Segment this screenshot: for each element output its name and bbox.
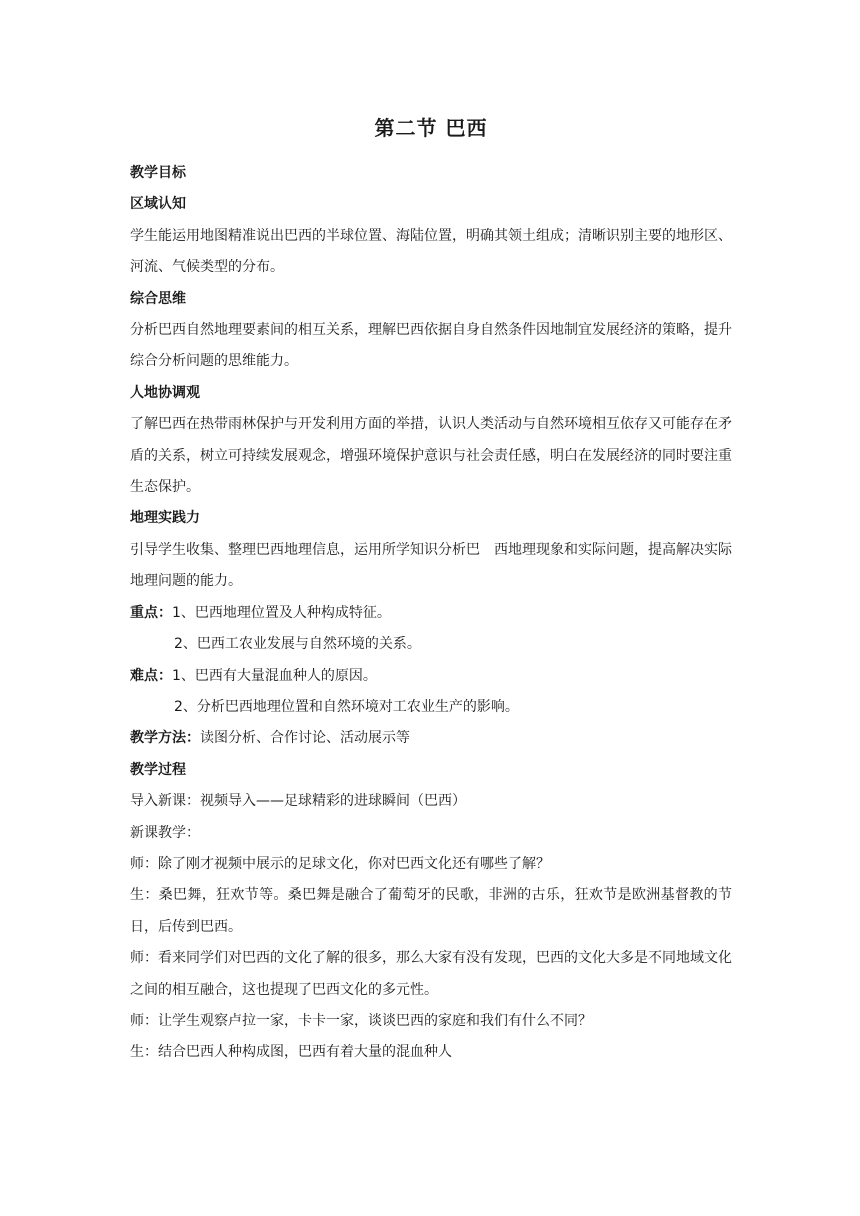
key-points-line: [130, 598, 732, 629]
process-line-3: 师：看来同学们对巴西的文化了解的很多，那么大家有没有发现，巴西的文化大多是不同地域文化之间的相互融合，这也提现了巴西文化的多元性。: [130, 950, 732, 998]
process-line-1: 师：除了刚才视频中展示的足球文化，你对巴西文化还有哪些了解？: [130, 855, 550, 872]
methods-line: [130, 723, 732, 754]
process-line-4: 师：让学生观察卢拉一家，卡卡一家，谈谈巴西的家庭和我们有什么不同？: [130, 1012, 592, 1029]
methods-label: 教学方法：: [130, 730, 200, 747]
page-title: 第二节 巴西: [374, 116, 488, 140]
key-points-label: 重点：: [130, 604, 172, 621]
methods-text: 读图分析、合作讨论、活动展示等: [200, 730, 410, 747]
harmony-heading: 人地协调观: [130, 384, 200, 401]
goals-heading: 教学目标: [130, 165, 186, 181]
key-points-item-1: 1、巴西地理位置及人种构成特征。: [172, 604, 391, 621]
practice-heading: 地理实践力: [130, 510, 200, 527]
difficult-points-item-2: 2、分析巴西地理位置和自然环境对工农业生产的影响。: [174, 698, 519, 715]
regional-heading: 区域认知: [130, 196, 186, 213]
practice-text: 引导学生收集、整理巴西地理信息，运用所学知识分析巴 西地理现象和实际问题，提高解决实际地理问题的能力。: [130, 541, 732, 590]
process-new-lesson: 新课教学：: [130, 824, 200, 841]
process-heading: 教学过程: [130, 761, 186, 778]
key-points-item-2: 2、巴西工农业发展与自然环境的关系。: [174, 636, 421, 653]
process-intro: 导入新课：视频导入——足球精彩的进球瞬间（巴西）: [130, 793, 466, 810]
comprehensive-heading: 综合思维: [130, 290, 186, 307]
difficult-points-label: 难点：: [130, 667, 172, 684]
comprehensive-text: 分析巴西自然地理要素间的相互关系，理解巴西依据自身自然条件因地制宜发展经济的策略，提升综合分析问题的思维能力。: [130, 322, 732, 370]
harmony-text: 了解巴西在热带雨林保护与开发利用方面的举措，认识人类活动与自然环境相互依存又可能存在矛盾的关系，树立可持续发展观念，增强环境保护意识与社会责任感，明白在发展经济的同时要注重生态保护。: [130, 416, 732, 496]
process-line-5: 生：结合巴西人种构成图，巴西有着大量的混血种人: [130, 1044, 452, 1061]
difficult-points-item-1: 1、巴西有大量混血种人的原因。: [172, 667, 377, 684]
difficult-points-line: [130, 661, 732, 692]
process-line-2: 生：桑巴舞，狂欢节等。桑巴舞是融合了葡萄牙的民歌，非洲的古乐，狂欢节是欧洲基督教的节日，后传到巴西。: [130, 887, 732, 935]
document-body: [130, 158, 732, 1069]
regional-text: 学生能运用地图精准说出巴西的半球位置、海陆位置，明确其领土组成；清晰识别主要的地形区、河流、气候类型的分布。: [130, 227, 732, 276]
